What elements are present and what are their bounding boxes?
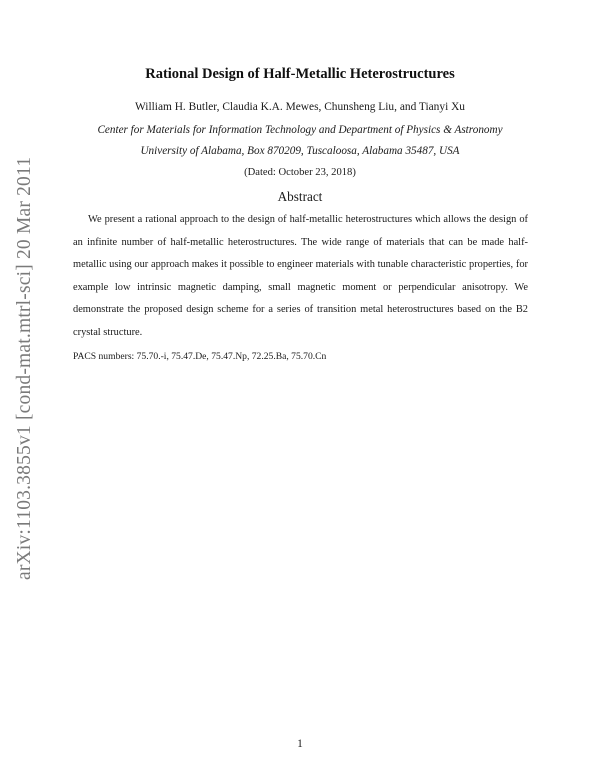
affiliation-line-1: Center for Materials for Information Technology and Department of Physics & Astronomy [97, 124, 503, 136]
paper-title: Rational Design of Half-Metallic Heterostructures [145, 66, 455, 82]
abstract-text: We present a rational approach to the design of half-metallic heterostructures which allows the design of an infinite number of half-metallic heterostructures. The wide range of materials that can be made half-metallic using our approach makes it possible to engineer materials with tunable characteristic properties, for example low intrinsic magnetic damping, small magnetic moment or perpendicular anisotropy. We demonstrate the proposed design scheme for a series of transition metal heterostructures based on the B2 crystal structure. [73, 214, 528, 338]
affiliation-line-2: University of Alabama, Box 870209, Tuscaloosa, Alabama 35487, USA [140, 145, 460, 157]
date-line: (Dated: October 23, 2018) [244, 167, 356, 178]
arxiv-identifier-stamp: arXiv:1103.3855v1 [cond-mat.mtrl-sci] 20 Mar 2011 [14, 156, 35, 580]
abstract-heading: Abstract [277, 189, 323, 204]
page-number: 1 [297, 738, 303, 750]
pacs-numbers: PACS numbers: 75.70.-i, 75.47.De, 75.47.Np, 72.25.Ba, 75.70.Cn [73, 351, 327, 362]
author-list: William H. Butler, Claudia K.A. Mewes, Chunsheng Liu, and Tianyi Xu [134, 101, 466, 113]
